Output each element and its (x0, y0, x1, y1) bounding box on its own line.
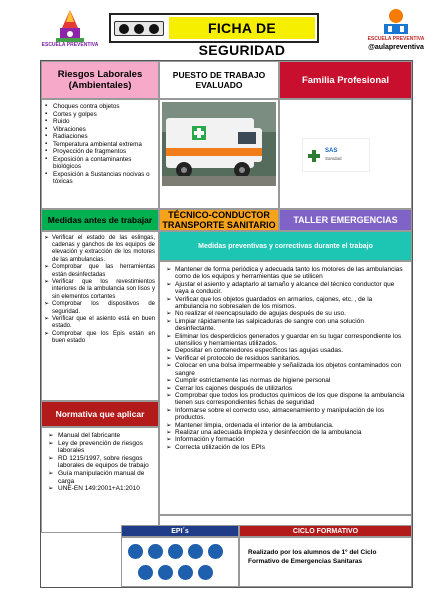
familia-image-cell (279, 99, 412, 209)
medidas-antes-cell (41, 231, 159, 401)
social-handle: @aulapreventiva (368, 44, 424, 51)
list-item: ▪ Cortes y golpes (44, 111, 155, 119)
list-item: ➢ Limpiar rápidamente las salpicaduras de sangre con una solución desinfectante. (166, 318, 405, 333)
epis-icons-cell (121, 537, 239, 587)
puesto-header: PUESTO DE TRABAJO EVALUADO (159, 61, 279, 99)
list-item: ▪ Ruido (44, 118, 155, 126)
list-item: ➢ Comprobar que los Epis están en buen estado (44, 331, 155, 345)
nc-icon (149, 24, 159, 34)
title-box (109, 13, 319, 58)
list-item: ➢ Eliminar los desperdicios generados y guardar en su lugar correspondiente los utensilios y herramientas utilizados. (166, 333, 405, 348)
ear-protection-icon (208, 544, 223, 559)
list-item: ▪ Proyección de fragmentos (44, 148, 155, 156)
riesgos-list (44, 103, 155, 186)
list-item: ➢ Cerrar los cajones después de utilizarlos (166, 385, 405, 392)
list-item: ▪ Exposición a Sustancias nocivas o tóxicas (44, 171, 155, 186)
list-item: ➢ Cumplir estrictamente las normas de higiene personal (166, 377, 405, 384)
list-item: ▪ Temperatura ambiental extrema (44, 141, 155, 149)
list-item: ➢ Guía manipulación manual de carga (48, 470, 154, 485)
list-item: ➢ UNE-EN 149:2001+A1:2010 (48, 485, 154, 493)
right-logo-text: ESCUELA PREVENTIVA (367, 36, 425, 42)
goggles-icon (168, 544, 183, 559)
medidas-antes-header: Medidas antes de trabajar (41, 209, 159, 231)
main-table (40, 60, 413, 588)
list-item: ➢ Verificar que el asiento está en buen estado. (44, 316, 155, 330)
normativa-list (48, 432, 154, 493)
list-item: ➢ Mantener de forma periódica y adecuada tanto los motores de las ambulancias como de los equipos y herramientas que se utilicen (166, 266, 405, 281)
list-item: ➢ Manual del fabricante (48, 432, 154, 440)
ciclo-cell (239, 537, 412, 587)
mask-icon (128, 544, 143, 559)
page-title: FICHA DE SEGURIDAD (169, 17, 315, 39)
list-item: ▪ Exposición a contaminantes biológicos (44, 156, 155, 171)
creative-commons-badge (114, 21, 164, 36)
ciclo-text: Realizado por los alumnos de 1º del Ciclo Formativo de Emergencias Sanitaras (248, 549, 377, 565)
medidas-antes-list (44, 235, 155, 346)
list-item: ➢ Información y formación (166, 436, 405, 443)
list-item: ➢ Informarse sobre el correcto uso, almacenamiento y manipulación de los productos. (166, 407, 405, 422)
list-item: ➢ Ley de prevención de riesgos laborales (48, 440, 154, 455)
medidas-durante-list (166, 266, 405, 451)
list-item: ➢ No realizar el reencapsulado de agujas después de su uso. (166, 310, 405, 317)
riesgos-list-cell (41, 99, 159, 209)
aula-preventiva-logo (356, 6, 436, 54)
coverall-icon (178, 565, 193, 580)
list-item: ➢ Comprobar que las herramientas están desinfectadas (44, 264, 155, 278)
ciclo-header: CICLO FORMATIVO (239, 525, 412, 537)
by-icon (134, 24, 144, 34)
sas-logo (302, 138, 370, 172)
face-shield-icon (198, 565, 213, 580)
list-item: ➢ Mantener limpia, ordenada el interior de la ambulancia. (166, 422, 405, 429)
epis-header: EPI´s (121, 525, 239, 537)
ambulance-photo-cell (159, 99, 279, 209)
list-item: ➢ Comprobar que todos los productos químicos de los que dispone la ambulancia tienen sus correspondientes fichas de seguridad (166, 392, 405, 407)
sas-sublabel: Sanidad (325, 156, 342, 161)
ambulance-photo (162, 102, 276, 186)
list-item: ➢ Verificar el protocolo de residuos sanitarios. (166, 355, 405, 362)
list-item: ➢ Realizar una adecuada limpieza y desinfección de la ambulancia (166, 429, 405, 436)
list-item: ➢ Colocar en una bolsa impermeable y señalizada los objetos contaminados con sangre (166, 362, 405, 377)
taller-header: TALLER EMERGENCIAS (279, 209, 412, 231)
cc-icon (119, 24, 129, 34)
puesto-name: TÉCNICO-CONDUCTOR TRANSPORTE SANITARIO (159, 209, 279, 231)
list-item: ➢ Verificar que los objetos guardados en armarios, cajones, etc. , de la ambulancia no sobresalen de los mismos. (166, 296, 405, 311)
list-item: ▪ Radiaciones (44, 133, 155, 141)
left-logo-text: ESCUELA PREVENTIVA (41, 42, 99, 48)
normativa-header: Normativa que aplicar (41, 401, 159, 427)
familia-header: Familia Profesional (279, 61, 412, 99)
list-item: ➢ Depositar en contenedores específicos las agujas usadas. (166, 347, 405, 354)
riesgos-header: Riesgos Laborales (Ambientales) (41, 61, 159, 99)
list-item: ➢ Ajustar el asiento y adaptarlo al tamaño y alcance del técnico conductor que vaya a conducir. (166, 281, 405, 296)
list-item: ➢ Verificar que los revestimientos interiores de la ambulancia son lisos y sin elementos cortantes (44, 279, 155, 301)
vest-icon (158, 565, 173, 580)
list-item: ➢ RD 1215/1997, sobre riesgos laborales de equipos de trabajo (48, 455, 154, 470)
list-item: ▪ Vibraciones (44, 126, 155, 134)
escuela-preventiva-logo (40, 8, 100, 52)
medidas-durante-cell (159, 261, 412, 515)
helmet-icon (188, 544, 203, 559)
list-item: ▪ Choques contra objetos (44, 103, 155, 111)
list-item: ➢ Comprobar los dispositivos de seguridad. (44, 301, 155, 315)
gloves-icon (148, 544, 163, 559)
sas-label: SAS (325, 148, 338, 154)
medidas-durante-header: Medidas preventivas y correctivas durante el trabajo (159, 231, 412, 261)
normativa-cell (41, 427, 159, 533)
list-item: ➢ Correcta utilización de los EPIs (166, 444, 405, 451)
boots-icon (138, 565, 153, 580)
list-item: ➢ Verificar el estado de las eslingas, cadenas y ganchos de los equipos de elevación y extracción de los motores de las ambulancias. (44, 235, 155, 264)
